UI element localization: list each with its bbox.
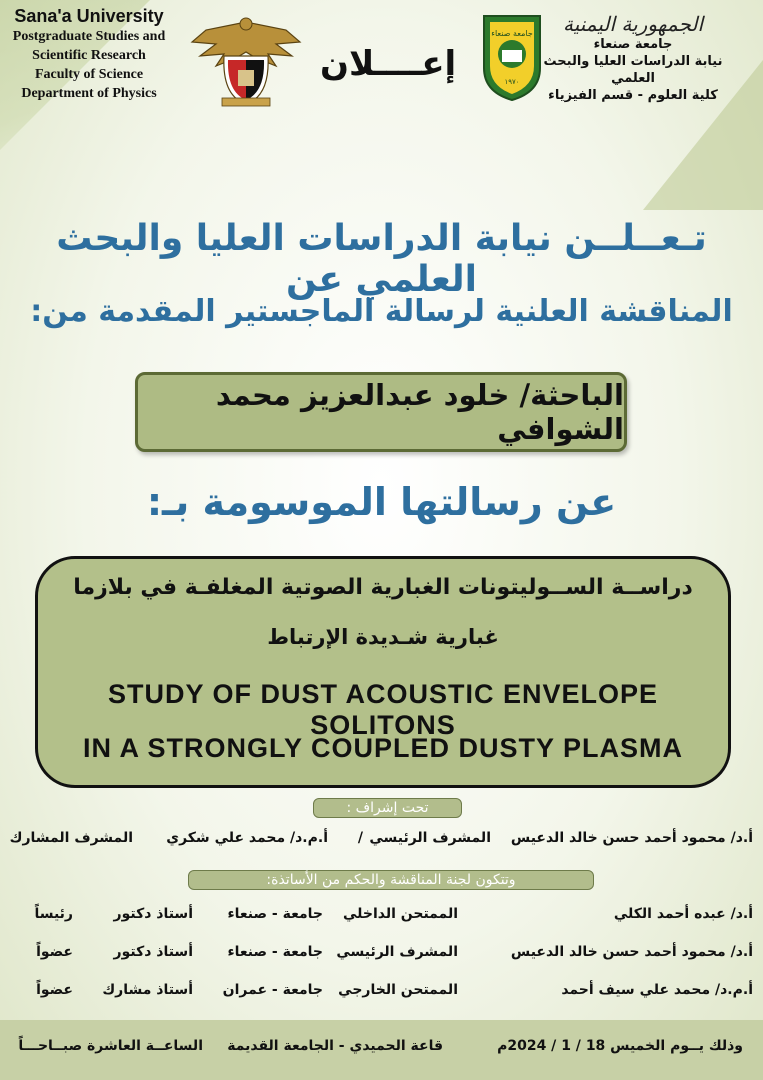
- footer-row: [0, 1038, 763, 1062]
- member-name: أ.د/ عبده أحمد الكلي: [613, 906, 753, 922]
- thesis-title-en-line1: STUDY OF DUST ACOUSTIC ENVELOPE SOLITONS: [107, 679, 659, 740]
- thesis-title-ar-line2: غبارية شـديدة الإرتباط: [267, 625, 499, 649]
- thesis-title-box: [35, 556, 731, 788]
- committee-label: وتتكون لجنة المناقشة والحكم من الأساتذة:: [188, 870, 594, 890]
- committee-row: [10, 944, 753, 982]
- supervision-label: تحت إشراف :: [313, 798, 462, 818]
- member-university: جامعة - عمران: [222, 982, 323, 998]
- logo-year: ١٩٧٠: [504, 78, 520, 86]
- co-supervisor-role: المشرف المشارك: [9, 830, 133, 846]
- header-line: كلية العلوم - قسم الفيزياء: [548, 88, 718, 103]
- member-university: جامعة - صنعاء: [227, 944, 323, 960]
- logo-text: جامعة صنعاء: [491, 29, 533, 38]
- member-rank: أستاذ دكتور: [113, 944, 193, 960]
- republic-name: الجمهورية اليمنية: [562, 12, 704, 36]
- headline-line1: تـعــلــن نيابة الدراسات العليا والبحث العلمي عن: [56, 218, 707, 300]
- committee-row: [10, 982, 753, 1020]
- arabic-header: [533, 12, 733, 104]
- member-name: أ.د/ محمود أحمد حسن خالد الدعيس: [510, 944, 753, 960]
- member-university: جامعة - صنعاء: [227, 906, 323, 922]
- member-role: الممتحن الداخلي: [342, 906, 458, 922]
- header-line: Postgraduate Studies and: [12, 29, 166, 44]
- main-supervisor-name: أ.د/ محمود أحمد حسن خالد الدعيس: [510, 830, 753, 846]
- header-line: نيابة الدراسات العليا والبحث العلمي: [543, 54, 723, 86]
- event-time: الساعــة العاشرة صبــاحـــاً: [18, 1038, 203, 1054]
- event-place: قاعة الحميدي - الجامعة القديمة: [227, 1038, 443, 1054]
- co-supervisor-name: أ.م.د/ محمد علي شكري: [166, 830, 328, 846]
- supervisors-row: [10, 830, 753, 854]
- headline-line2: المناقشة العلنية لرسالة الماجستير المقدمة من:: [30, 294, 733, 329]
- committee-row: [10, 906, 753, 944]
- member-position: رئيساً: [34, 906, 73, 922]
- announcement-title: إعــــلان: [320, 44, 457, 84]
- header-line: Department of Physics: [21, 86, 157, 101]
- researcher-name: الباحثة/ خلود عبدالعزيز محمد الشوافي: [215, 378, 624, 446]
- member-role: المشرف الرئيسي: [336, 944, 458, 960]
- event-date: وذلك يــوم الخميس 18 / 1 / 2024م: [497, 1038, 743, 1054]
- member-role: الممتحن الخارجي: [338, 982, 458, 998]
- member-rank: أستاذ دكتور: [113, 906, 193, 922]
- thesis-title-ar-line1: دراســة الســوليتونات الغبارية الصوتية المغلفـة في بلازما: [73, 575, 693, 600]
- header-line: جامعة صنعاء: [593, 37, 673, 52]
- supervisor-separator: /: [357, 830, 363, 846]
- member-position: عضواً: [36, 944, 73, 960]
- university-name-en: Sana'a University: [14, 6, 164, 26]
- english-header: [4, 6, 174, 103]
- yemen-eagle-emblem-icon: [186, 12, 306, 108]
- main-supervisor-role: المشرف الرئيسي: [369, 830, 491, 846]
- thesis-title-en-line2: IN A STRONGLY COUPLED DUSTY PLASMA: [82, 733, 684, 763]
- member-position: عضواً: [36, 982, 73, 998]
- researcher-name-box: [135, 372, 627, 452]
- header-line: Scientific Research: [32, 48, 146, 63]
- member-name: أ.م.د/ محمد علي سيف أحمد: [561, 982, 753, 998]
- header-line: Faculty of Science: [34, 67, 144, 82]
- thesis-intro: عن رسالتها الموسومة بـ:: [146, 480, 617, 524]
- member-rank: أستاذ مشارك: [102, 982, 193, 998]
- committee-list: [10, 906, 753, 1020]
